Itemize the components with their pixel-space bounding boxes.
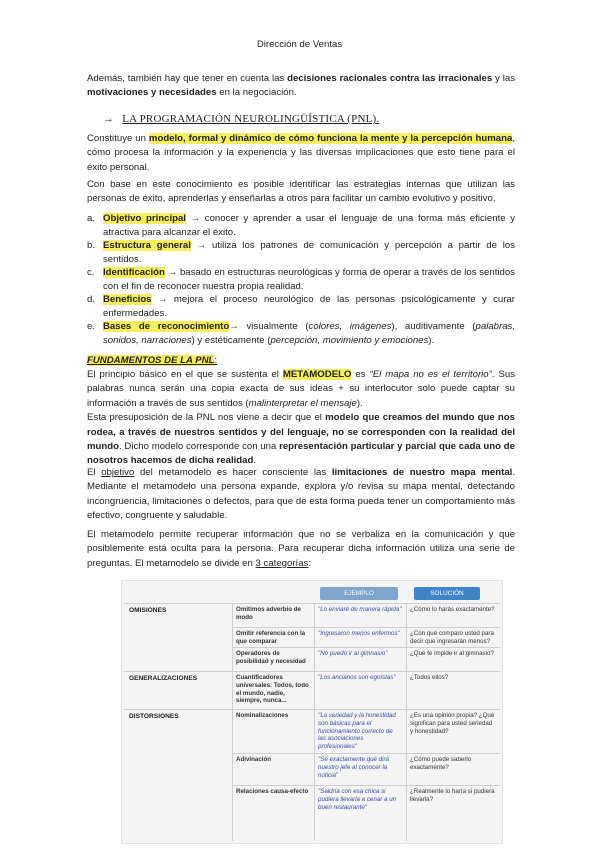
table-cell-example: "Los ancianos son egoístas" bbox=[318, 674, 396, 681]
pnl-definition-paragraph bbox=[87, 132, 515, 175]
list-item bbox=[87, 266, 515, 296]
table-cell-solution: ¿Cómo lo harás exactamente? bbox=[410, 606, 495, 613]
list-term: Beneficios bbox=[103, 294, 152, 305]
arrow-icon: → bbox=[103, 113, 115, 125]
table-cell-example: "Sé exactamente qué dirá nuestro jefe al conocer la noticia" bbox=[318, 756, 389, 779]
text: ). bbox=[356, 397, 363, 409]
text: del metamodelo es hacer consciente las bbox=[134, 467, 332, 478]
list-marker: a. bbox=[87, 213, 96, 224]
table-cell-type: Relaciones causa-efecto bbox=[236, 788, 309, 795]
intro-text: Además, también hay que tener en cuenta las bbox=[87, 73, 288, 84]
section-title: LA PROGRAMACIÓN NEUROLINGÜÍSTICA (PNL). bbox=[122, 113, 380, 125]
metamodel-table-image bbox=[121, 580, 503, 844]
section-heading bbox=[103, 111, 379, 128]
table-cell-solution: ¿Realmente lo haría si pudiera llevarla? bbox=[410, 788, 495, 803]
underlined: objetivo bbox=[101, 467, 135, 478]
objetivo-paragraph bbox=[87, 466, 515, 524]
table-cell-type: Adivinación bbox=[236, 756, 272, 763]
table-cell-example: "No puedo ir al gimnasio" bbox=[318, 650, 388, 657]
italic: malinterpretar el mensaje bbox=[248, 397, 357, 409]
bold: limitaciones de nuestro mapa mental bbox=[331, 467, 513, 478]
text: . bbox=[253, 455, 257, 467]
text: Esta presuposición de la PNL nos viene a decir que el bbox=[87, 412, 326, 424]
table-cell-example: "Lo enviaré de manera rápida" bbox=[318, 606, 402, 613]
fundamentos-colon: : bbox=[214, 355, 218, 366]
list-text: → conocer y aprender a usar el lenguaje de una forma más eficiente y atractiva para alcanzar el éxito. bbox=[103, 213, 515, 239]
list-term: Objetivo principal bbox=[103, 213, 186, 224]
table-cell-type: Omitimos adverbio de modo bbox=[236, 606, 301, 621]
highlight-definition: modelo, formal y dinámico de cómo funciona la mente y la percepción humana bbox=[148, 133, 513, 144]
table-cell-type: Nominalizaciones bbox=[236, 712, 289, 719]
list-marker: d. bbox=[87, 294, 96, 305]
table-cell-solution: ¿Qué te impide ir al gimnasio? bbox=[410, 650, 494, 657]
bold: modelo que creamos del mundo que nos rodea, a través de nuestros sentidos y del lenguaje, no se corresponden con la realidad del mundo bbox=[87, 412, 515, 452]
table-cell-solution: ¿Con qué comparo usted para decir que ingresarán menos? bbox=[410, 630, 494, 645]
list-item bbox=[87, 239, 515, 269]
table-cell-type: Cuantificadores universales: Todos, todo el mundo, nadie, siempre, nunca... bbox=[236, 674, 309, 705]
quote: “El mapa no es el territorio” bbox=[369, 369, 492, 380]
category-generalizaciones: GENERALIZACIONES bbox=[129, 675, 198, 682]
intro-paragraph bbox=[87, 72, 515, 101]
list-italic: colores, imágenes bbox=[308, 321, 392, 332]
text: , cómo procesa la información y la experiencia y las diversas implicaciones que esto tiene para el éxito personal. bbox=[87, 133, 515, 173]
list-marker: b. bbox=[87, 240, 96, 251]
text: . Dicho modelo corresponde con una bbox=[118, 440, 280, 452]
text: . Mediante el metamodelo una persona expande, explora y/o revisa su mapa mental, detectando incongruencia, limitaciones o defectos, para que de esta forma pueda tener un comportamiento más efectivo, congruente y saludable. bbox=[87, 467, 515, 522]
list-item bbox=[87, 293, 515, 323]
list-marker: c. bbox=[87, 267, 95, 278]
list-item bbox=[87, 320, 515, 350]
list-item bbox=[87, 212, 515, 242]
text: es bbox=[351, 369, 370, 380]
table-cell-example: "Ingresaron menos enfermos" bbox=[318, 630, 400, 637]
list-text: ) y estéticamente ( bbox=[191, 335, 271, 347]
fundamentos-heading bbox=[87, 354, 217, 368]
column-header-ejemplo: EJEMPLO bbox=[320, 587, 398, 600]
text: El principio básico en el que se sustenta el bbox=[87, 369, 283, 380]
table-cell-solution: ¿Todos ellos? bbox=[410, 674, 449, 681]
underlined: 3 categorías bbox=[255, 557, 309, 569]
text: El bbox=[87, 467, 102, 478]
list-text: → basado en estructuras neurológicas y forma de operar a través de los sentidos con el fin de reconocer nuestra propia realidad. bbox=[103, 267, 515, 293]
text: . Sus palabras nunca serán una copia exacta de sus ideas + su interlocutor solo puede captar su información a través de sus sentidos ( bbox=[87, 369, 516, 409]
text: El metamodelo permite recuperar información que no se verbaliza en la comunicación y que posiblemente está oculta para la persona. Para recuperar dicha información utiliza una serie de preguntas. El metamodelo se divide en bbox=[87, 529, 515, 569]
table-cell-example: "Saldría con esa chica si pudiera llevarla a cenar a un buen restaurante" bbox=[318, 788, 397, 811]
list-text: → visualmente ( bbox=[229, 321, 309, 332]
list-italic: palabras, sonidos, narraciones bbox=[103, 321, 515, 347]
list-italic: percepción, movimiento y emociones bbox=[270, 335, 429, 347]
text: : bbox=[308, 557, 312, 569]
highlight-metamodelo: METAMODELO bbox=[282, 369, 352, 380]
bold: representación particular y parcial que cada uno de nosotros hacemos de dicha realidad bbox=[87, 440, 515, 467]
intro-bold-motivaciones: motivaciones y necesidades bbox=[87, 87, 217, 99]
intro-text: y las bbox=[492, 73, 515, 84]
list-text: → utiliza los patrones de comunicación y percepción a partir de los sentidos. bbox=[103, 240, 515, 266]
table-cell-solution: ¿Es una opinión propia? ¿Qué significan para usted seriedad y honestidad? bbox=[410, 712, 495, 735]
list-term: Bases de reconocimiento bbox=[103, 321, 230, 332]
categorias-paragraph bbox=[87, 528, 515, 571]
fundamentos-title: FUNDAMENTOS DE LA PNL bbox=[87, 355, 215, 366]
intro-bold-decisiones: decisiones racionales contra las irracionales bbox=[287, 73, 493, 84]
category-distorsiones: DISTORSIONES bbox=[129, 713, 179, 720]
list-term: Estructura general bbox=[103, 240, 191, 251]
list-text: ). bbox=[428, 335, 435, 347]
metamodelo-paragraph bbox=[87, 368, 515, 469]
list-text: ), auditivamente ( bbox=[391, 321, 476, 332]
list-term: Identificación bbox=[103, 267, 165, 278]
column-header-solucion: SOLUCIÓN bbox=[414, 587, 480, 600]
text: Constituye un bbox=[87, 133, 149, 144]
page-header: Dirección de Ventas bbox=[256, 39, 343, 50]
table-cell-example: "La seriedad y la honestidad son básicas para el funcionamiento correcto de las asociaciones profesionales" bbox=[318, 712, 396, 750]
table-cell-type: Operadores de posibilidad y necesidad bbox=[236, 650, 306, 665]
category-omisiones: OMISIONES bbox=[129, 607, 167, 614]
table-cell-solution: ¿Cómo puede saberlo exactamente? bbox=[410, 756, 472, 771]
list-text: → mejora el proceso neurológico de las personas psicológicamente y curar enfermedades. bbox=[103, 294, 515, 320]
pnl-base-paragraph: Con base en este conocimiento es posible identificar las estrategias internas que utilizan las personas de éxito, aprenderlas y enseñarlas a otros para facilitar un cambio evolutivo y positivo. bbox=[87, 179, 515, 205]
list-marker: e. bbox=[87, 321, 96, 332]
intro-text: en la negociación. bbox=[216, 87, 297, 99]
table-cell-type: Omitir referencia con la que comparar bbox=[236, 630, 306, 645]
